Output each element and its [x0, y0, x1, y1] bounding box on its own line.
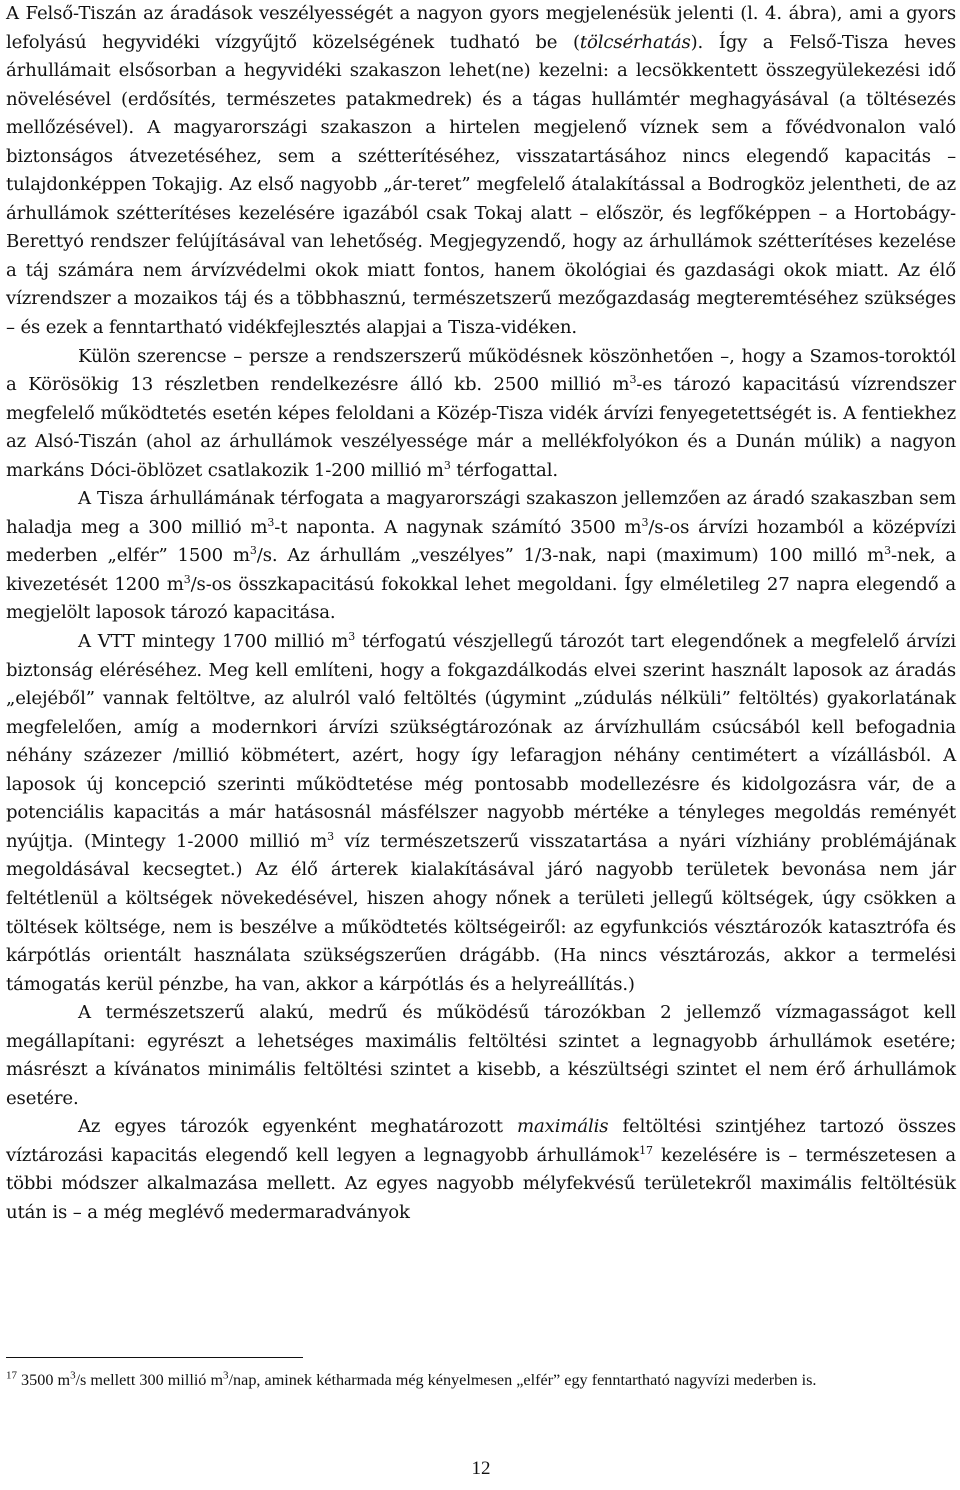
paragraph: [6, 0, 956, 343]
paragraph: [6, 485, 956, 628]
text-run: A Tisza árhullámának térfogata a magyarországi szakaszon jellemzően az áradó szakaszban sem haladja meg a 300 millió m: [6, 488, 956, 538]
superscript: 3: [249, 544, 257, 558]
text-run: víz természetszerű visszatartása a nyári vízhiány problémájának megoldásával kecsegtet.) Az élő árterek kialakításával járó nagyobb területek bevonása nem jár feltétlenül a költségek növekedésével, hiszen ahogy nőnek a területi jellegű költségek, úgy csökken a töltések költsége, nem is beszélve a működtetés költségeiről: az egyfunkciós vésztározók katasztrófa és kárpótlás orientált használata szükségszerűen drágább. (Ha nincs vésztározás, akkor a termelési támogatás kerül pénzbe, ha van, akkor a kárpótlás és a helyreállítás.): [6, 830, 956, 995]
italic-text: maximális: [517, 1116, 609, 1138]
footnote-superscript: 3: [223, 1369, 229, 1382]
superscript: 3: [884, 544, 891, 558]
footnote: [6, 1368, 946, 1392]
text-run: A VTT mintegy 1700 millió m: [78, 631, 349, 653]
superscript: 3: [629, 373, 637, 387]
text-run: -nek, a kivezetését 1200 m: [6, 545, 956, 595]
superscript: 3: [348, 630, 356, 643]
superscript: 17: [639, 1143, 653, 1157]
text-run: kezelésére is – természetesen a többi módszer alkalmazása mellett. Az egyes nagyobb mélyfekvésű területekről maximális feltöltésük után is – a még meglévő medermaradványok: [6, 1144, 956, 1223]
text-run: -es tározó kapacitású vízrendszer megfelelő működtetés esetén képes feloldani a Közép-Tisza vidék árvízi fenyegetettségét is. A fentiekhez az Alsó-Tiszán (ahol az árhullámok veszélyessége már a mellékfolyókon és a Dunán múlik) a nagyon markáns Dóci-öblözet csatlakozik 1-200 millió m: [6, 374, 956, 481]
paragraph: [6, 1113, 956, 1227]
footnote-superscript: 3: [70, 1369, 76, 1382]
paragraph: [6, 343, 956, 486]
text-run: -t naponta. A nagynak számító 3500 m: [274, 516, 642, 538]
footnote-text: /s mellett 300 millió m: [75, 1371, 224, 1389]
body-text: [6, 0, 956, 1228]
text-run: Az egyes tározók egyenként meghatározott: [78, 1116, 518, 1138]
text-run: ). Így a Felső-Tisza heves árhullámait elsősorban a hegyvidéki szakaszon lehet(ne) kezelni: a lecsökkentett összegyülekezési idő növelésével (erdősítés, természetes patakmedrek) és a tágas hullámtér meghagyásával (a töltésezés mellőzésével). A magyarországi szakaszon a hirtelen megjelenő víznek sem a fővédvonalon való biztonságos átvezetéséhez, sem a szétterítéséhez, visszatartásához nincs elegendő kapacitás – tulajdonképpen Tokajig. Az első nagyobb „ár-teret” megfelelő átalakítással a Bodrogköz jelentheti, de az árhullámok szétterítéses kezelésére igazából csak Tokaj alatt – először, és legfőképpen – a Hortobágy-Berettyó rendszer felújításával van lehetőség. Megjegyzendő, hogy az árhullámok szétterítéses kezelése a táj számára nem árvízvédelmi okok miatt fontos, hanem ökológiai és gazdasági okok miatt. Az élő vízrendszer a mozaikos táj és a többhasznú, természetszerű mezőgazdaság megteremtéséhez szükséges – és ezek a fenntartható vidékfejlesztés alapjai a Tisza-vidéken.: [6, 31, 956, 339]
superscript: 3: [183, 572, 191, 586]
paragraph: [6, 628, 956, 999]
text-run: Külön szerencse – persze a rendszerszerű működésnek köszönhetően –, hogy a Szamos-toroktól a Körösökig 13 részletben rendelkezésre álló kb. 2500 millió m: [6, 345, 956, 396]
text-run: A természetszerű alakú, medrű és működésű tározókban 2 jellemző vízmagasságot kell megállapítani: egyrészt a lehetséges maximális feltöltési szintet a legnagyobb árhullámok esetére; másrészt a kívánatos minimális feltöltési szintet a kisebb, a készültségi szintet el nem érő árhullámok esetére.: [6, 1002, 956, 1109]
footnote-marker: 17: [6, 1369, 17, 1382]
text-run: térfogatú vészjellegű tározót tart elegendőnek a megfelelő árvízi biztonság eléréséhez. Meg kell említeni, hogy a fokgazdálkodás elvei szerint használt laposok az áradás „elejéből” vannak feltöltve, az alulról való feltöltés (úgymint „zúdulás nélküli” feltöltés) gyakorlatának megfelelően, amíg a modernkori árvízi szükségtározónak az árvízhullám csúcsából kell befogadnia néhány százezer /millió köbmétert, azért, hogy így lefaragjon néhány centimétert a vízállásból. A laposok új koncepció szerinti működtetése még pontosabb modellezésre és kidolgozásra vár, de a potenciális kapacitás a már hatásosnál másfélszer nagyobb mértéke a tényleges megoldás reményét nyújtja. (Mintegy 1-2000 millió m: [6, 631, 956, 852]
page-number: 12: [471, 1458, 491, 1479]
superscript: 3: [267, 515, 275, 529]
footnote-text: /nap, aminek kétharmada még kényelmesen „elfér” egy fenntartható nagyvízi mederben is.: [228, 1371, 817, 1389]
text-run: térfogattal.: [450, 459, 558, 481]
paragraph: [6, 999, 956, 1113]
text-run: A Felső-Tiszán az áradások veszélyességét a nagyon gyors megjelenésük jelenti (l. 4. ábra), ami a gyors lefolyású hegyvidéki vízgyűjtő közelségének tudható be (: [6, 3, 956, 53]
superscript: 3: [641, 515, 649, 529]
text-run: /s-os árvízi hozamból a középvízi mederben „elfér” 1500 m: [6, 516, 957, 567]
italic-text: tölcsérhatás: [579, 31, 691, 53]
footnote-text: 3500 m: [17, 1371, 71, 1389]
superscript: 3: [443, 458, 451, 472]
superscript: 3: [327, 829, 334, 843]
text-run: /s-os összkapacitású fokokkal lehet megoldani. Így elméletileg 27 napra elegendő a megjelölt laposok tározó kapacitása.: [6, 573, 956, 624]
text-run: /s. Az árhullám „veszélyes” 1/3-nak, napi (maximum) 100 milló m: [256, 545, 885, 567]
footnote-separator: [6, 1357, 303, 1358]
document-page: [6, 0, 956, 1490]
text-run: feltöltési szintjéhez tartozó összes víztározási kapacitás elegendő kell legyen a legnagyobb árhullámok: [6, 1116, 956, 1166]
